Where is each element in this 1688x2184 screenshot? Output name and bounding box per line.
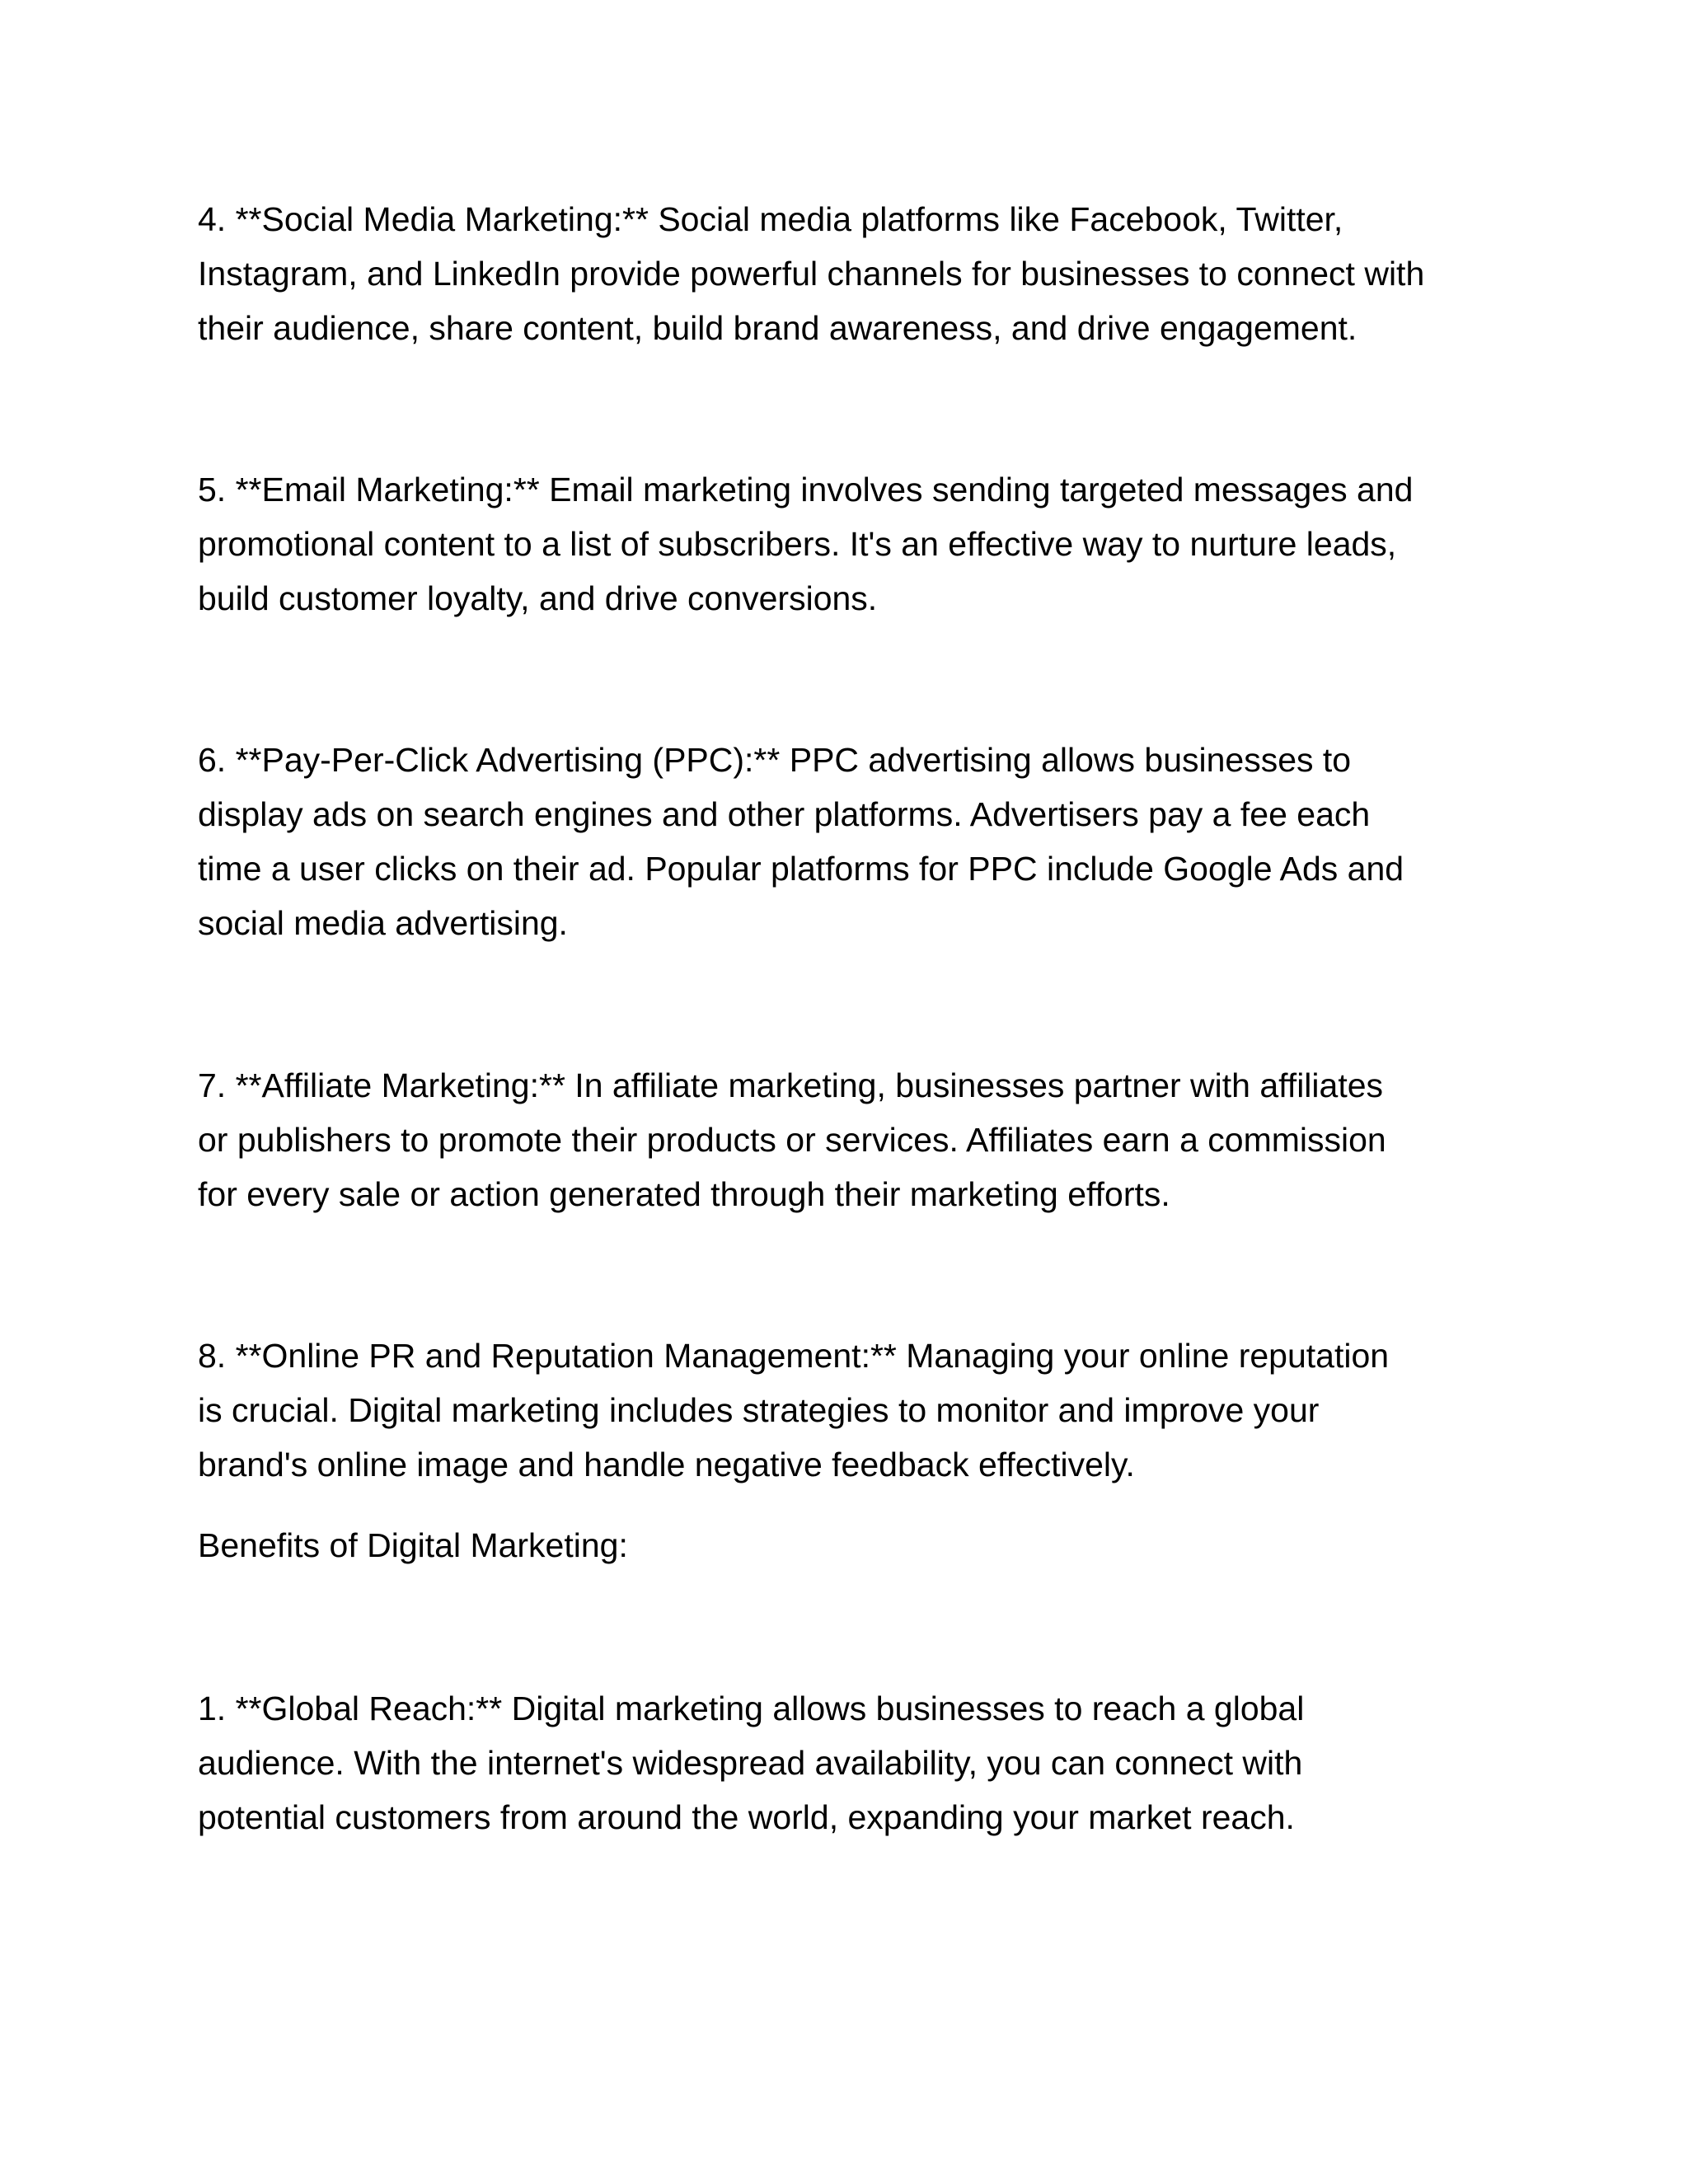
text-line: 7. **Affiliate Marketing:** In affiliate marketing, businesses partner with affiliates	[198, 1066, 1384, 1104]
text-line: is crucial. Digital marketing includes strategies to monitor and improve your	[198, 1391, 1320, 1429]
text-line: for every sale or action generated through their marketing efforts.	[198, 1175, 1170, 1213]
text-line: Instagram, and LinkedIn provide powerful channels for businesses to connect with	[198, 255, 1425, 293]
text-line: social media advertising.	[198, 904, 568, 942]
text-line: brand's online image and handle negative feedback effectively.	[198, 1446, 1135, 1483]
text-line: potential customers from around the world, expanding your market reach.	[198, 1798, 1295, 1836]
paragraph-online-pr	[198, 1329, 1533, 1492]
text-line: or publishers to promote their products or services. Affiliates earn a commission	[198, 1121, 1386, 1159]
text-line: build customer loyalty, and drive conversions.	[198, 579, 878, 617]
text-line: 1. **Global Reach:** Digital marketing allows businesses to reach a global	[198, 1690, 1305, 1727]
text-line: display ads on search engines and other platforms. Advertisers pay a fee each	[198, 795, 1371, 833]
text-line: Benefits of Digital Marketing:	[198, 1526, 628, 1564]
text-line: time a user clicks on their ad. Popular platforms for PPC include Google Ads and	[198, 850, 1404, 888]
text-line: 6. **Pay-Per-Click Advertising (PPC):** PPC advertising allows businesses to	[198, 741, 1352, 779]
text-line: 5. **Email Marketing:** Email marketing involves sending targeted messages and	[198, 471, 1414, 509]
paragraph-pay-per-click	[198, 733, 1533, 950]
paragraph-global-reach	[198, 1681, 1533, 1844]
text-line: promotional content to a list of subscribers. It's an effective way to nurture leads,	[198, 525, 1397, 563]
paragraph-social-media-marketing	[198, 192, 1533, 355]
text-line: audience. With the internet's widespread availability, you can connect with	[198, 1744, 1303, 1782]
paragraph-email-marketing	[198, 462, 1533, 626]
text-line: 8. **Online PR and Reputation Management:** Managing your online reputation	[198, 1337, 1390, 1375]
section-heading-benefits	[198, 1518, 1533, 1572]
text-line: their audience, share content, build brand awareness, and drive engagement.	[198, 309, 1357, 347]
paragraph-affiliate-marketing	[198, 1058, 1533, 1221]
text-line: 4. **Social Media Marketing:** Social media platforms like Facebook, Twitter,	[198, 200, 1343, 238]
